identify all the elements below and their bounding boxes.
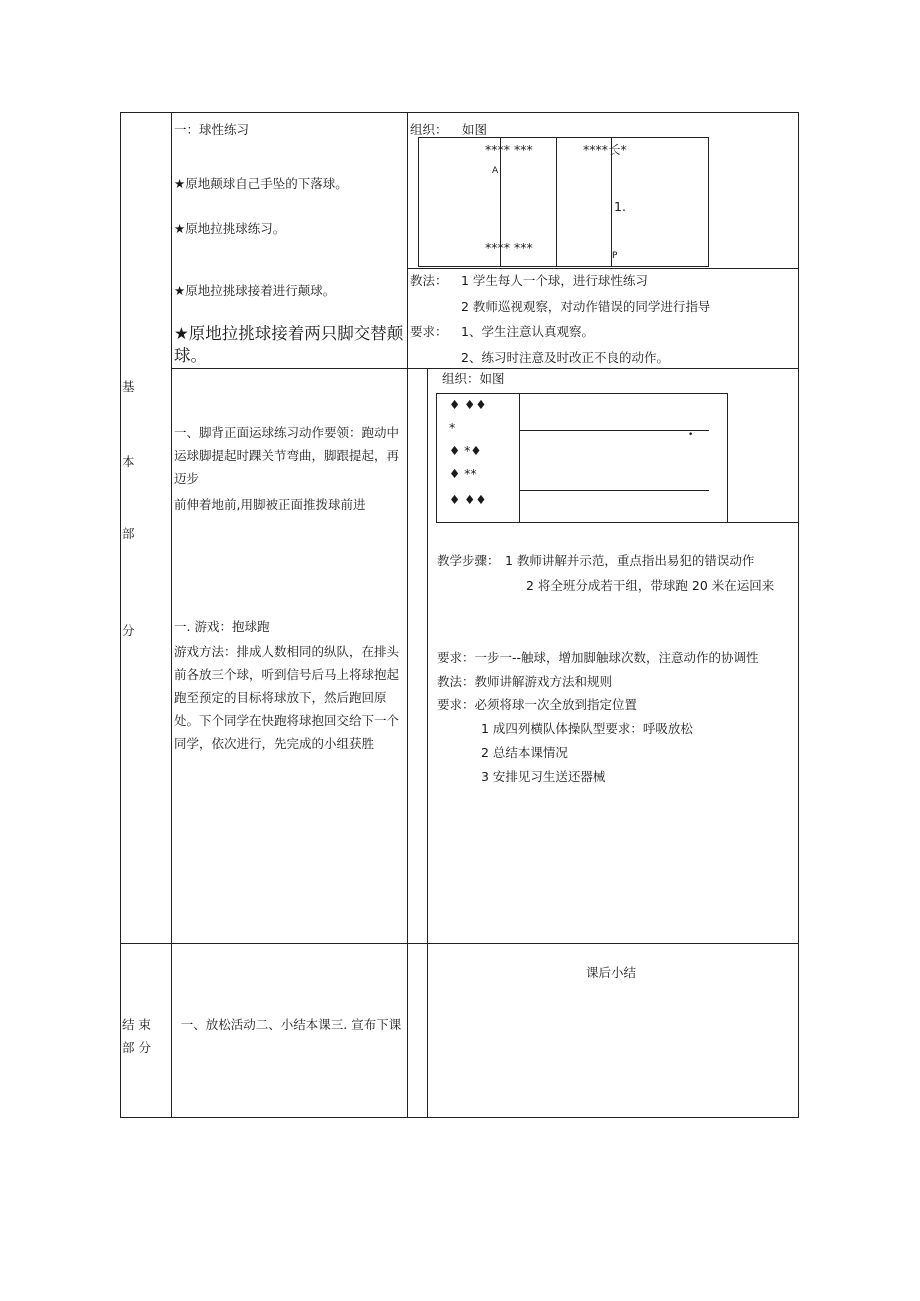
diagram-divider [519,393,520,523]
player-stars: **** *** [485,240,533,255]
practice-item: ★原地拉挑球接着进行颠球。 [174,283,336,298]
table-right-border [798,112,799,1118]
requirement-label: 要求： [410,324,448,339]
diagram-2-baseline [436,522,799,523]
org-label: 组织： [410,122,448,137]
diamond-row: ♦ *♦ [449,443,482,458]
requirement-text: 要求：必须将球一次全放到指定位置 [437,697,638,712]
narrow-column-divider [427,368,428,1118]
diamond-row: ♦ ♦♦ [449,397,487,412]
content-column-divider [407,112,408,1118]
teaching-step: 2 将全班分成若干组，带球跑 20 米在运回来 [526,578,775,593]
dribble-instructions-cont: 前伸着地前,用脚被正面推拨球前进 [174,497,366,512]
diagram-number: 1. [614,199,626,214]
ending-activities: 一、放松活动二、小结本课三. 宣布下课 [180,1017,402,1032]
requirement-item: 1、学生注意认真观察。 [461,324,594,339]
player-stars: ****长* [583,142,627,157]
formation-diagram-1 [418,137,709,267]
org-diagram-bottom-border [407,268,799,269]
teach-method-item: 2 教师巡视观察，对动作错误的同学进行指导 [461,299,711,314]
teach-method-label: 教法： [410,273,448,288]
teaching-steps-label: 教学步骤： [437,553,500,568]
player-stars: **** *** [485,142,533,157]
org-value: 如图 [462,122,488,137]
teach-method-item: 1 学生每人一个球，进行球性练习 [461,273,648,288]
section-divider [120,943,799,944]
ending-section-label: 结束部分 [122,1017,156,1055]
table-top-border [120,112,799,113]
game-description: 游戏方法：排成人数相同的纵队，在排头前各放三个球，听到信号后马上将球抱起跑至预定的目标将球放下，然后跑回原处。下个同学在快跑将球抱回交给下一个同学，依次进行，先完成的小组获胜 [174,644,400,751]
diagram-dot: • [688,430,694,440]
diagram-letter-p: P [612,251,618,261]
diamond-row: ♦ ** [449,466,477,481]
diagram-lane-line [519,430,709,431]
teach-method-text: 教法：教师讲解游戏方法和规则 [437,674,613,689]
practice-item: ★原地拉挑球练习。 [174,221,286,236]
section-label-char: 部 [122,526,135,541]
practice-item-large: ★原地拉挑球接着两只脚交替颠球。 [174,324,404,365]
org-label-2: 组织：如图 [442,371,505,386]
closing-item: 2 总结本课情况 [481,745,568,760]
requirement-item: 2、练习时注意及时改正不良的动作。 [461,350,669,365]
game-title: 一. 游戏：抱球跑 [174,619,270,634]
closing-item: 3 安排见习生送还器械 [481,769,606,784]
table-left-border [120,112,121,1118]
practice-item: ★原地颠球自己手坠的下落球。 [174,176,348,191]
requirement-text: 要求：一步一--触球，增加脚触球次数，注意动作的协调性 [437,650,759,665]
section-label-char: 分 [122,623,135,638]
lesson-summary-title: 课后小结 [586,965,637,980]
section-label-char: 基 [122,379,135,394]
diagram-lane-line [519,490,709,491]
diamond-row: ♦ ♦♦ [449,492,487,507]
section-column-divider [171,112,172,1118]
table-bottom-border [120,1117,799,1118]
diagram-divider [556,137,557,267]
row1-bottom-border [171,368,799,369]
diamond-row: * [449,420,456,435]
section-label-char: 本 [122,454,135,469]
ball-practice-heading: 一：球性练习 [174,122,250,137]
closing-item: 1 成四列横队体操队型要求：呼吸放松 [481,721,693,736]
diagram-letter-a: A [492,166,499,176]
dribble-instructions: 一、脚背正面运球练习动作要领：跑动中运球脚提起时踝关节弯曲，脚跟提起，再迈步 [174,425,400,486]
teaching-step: 1 教师讲解并示范，重点指出易犯的错误动作 [505,553,755,568]
